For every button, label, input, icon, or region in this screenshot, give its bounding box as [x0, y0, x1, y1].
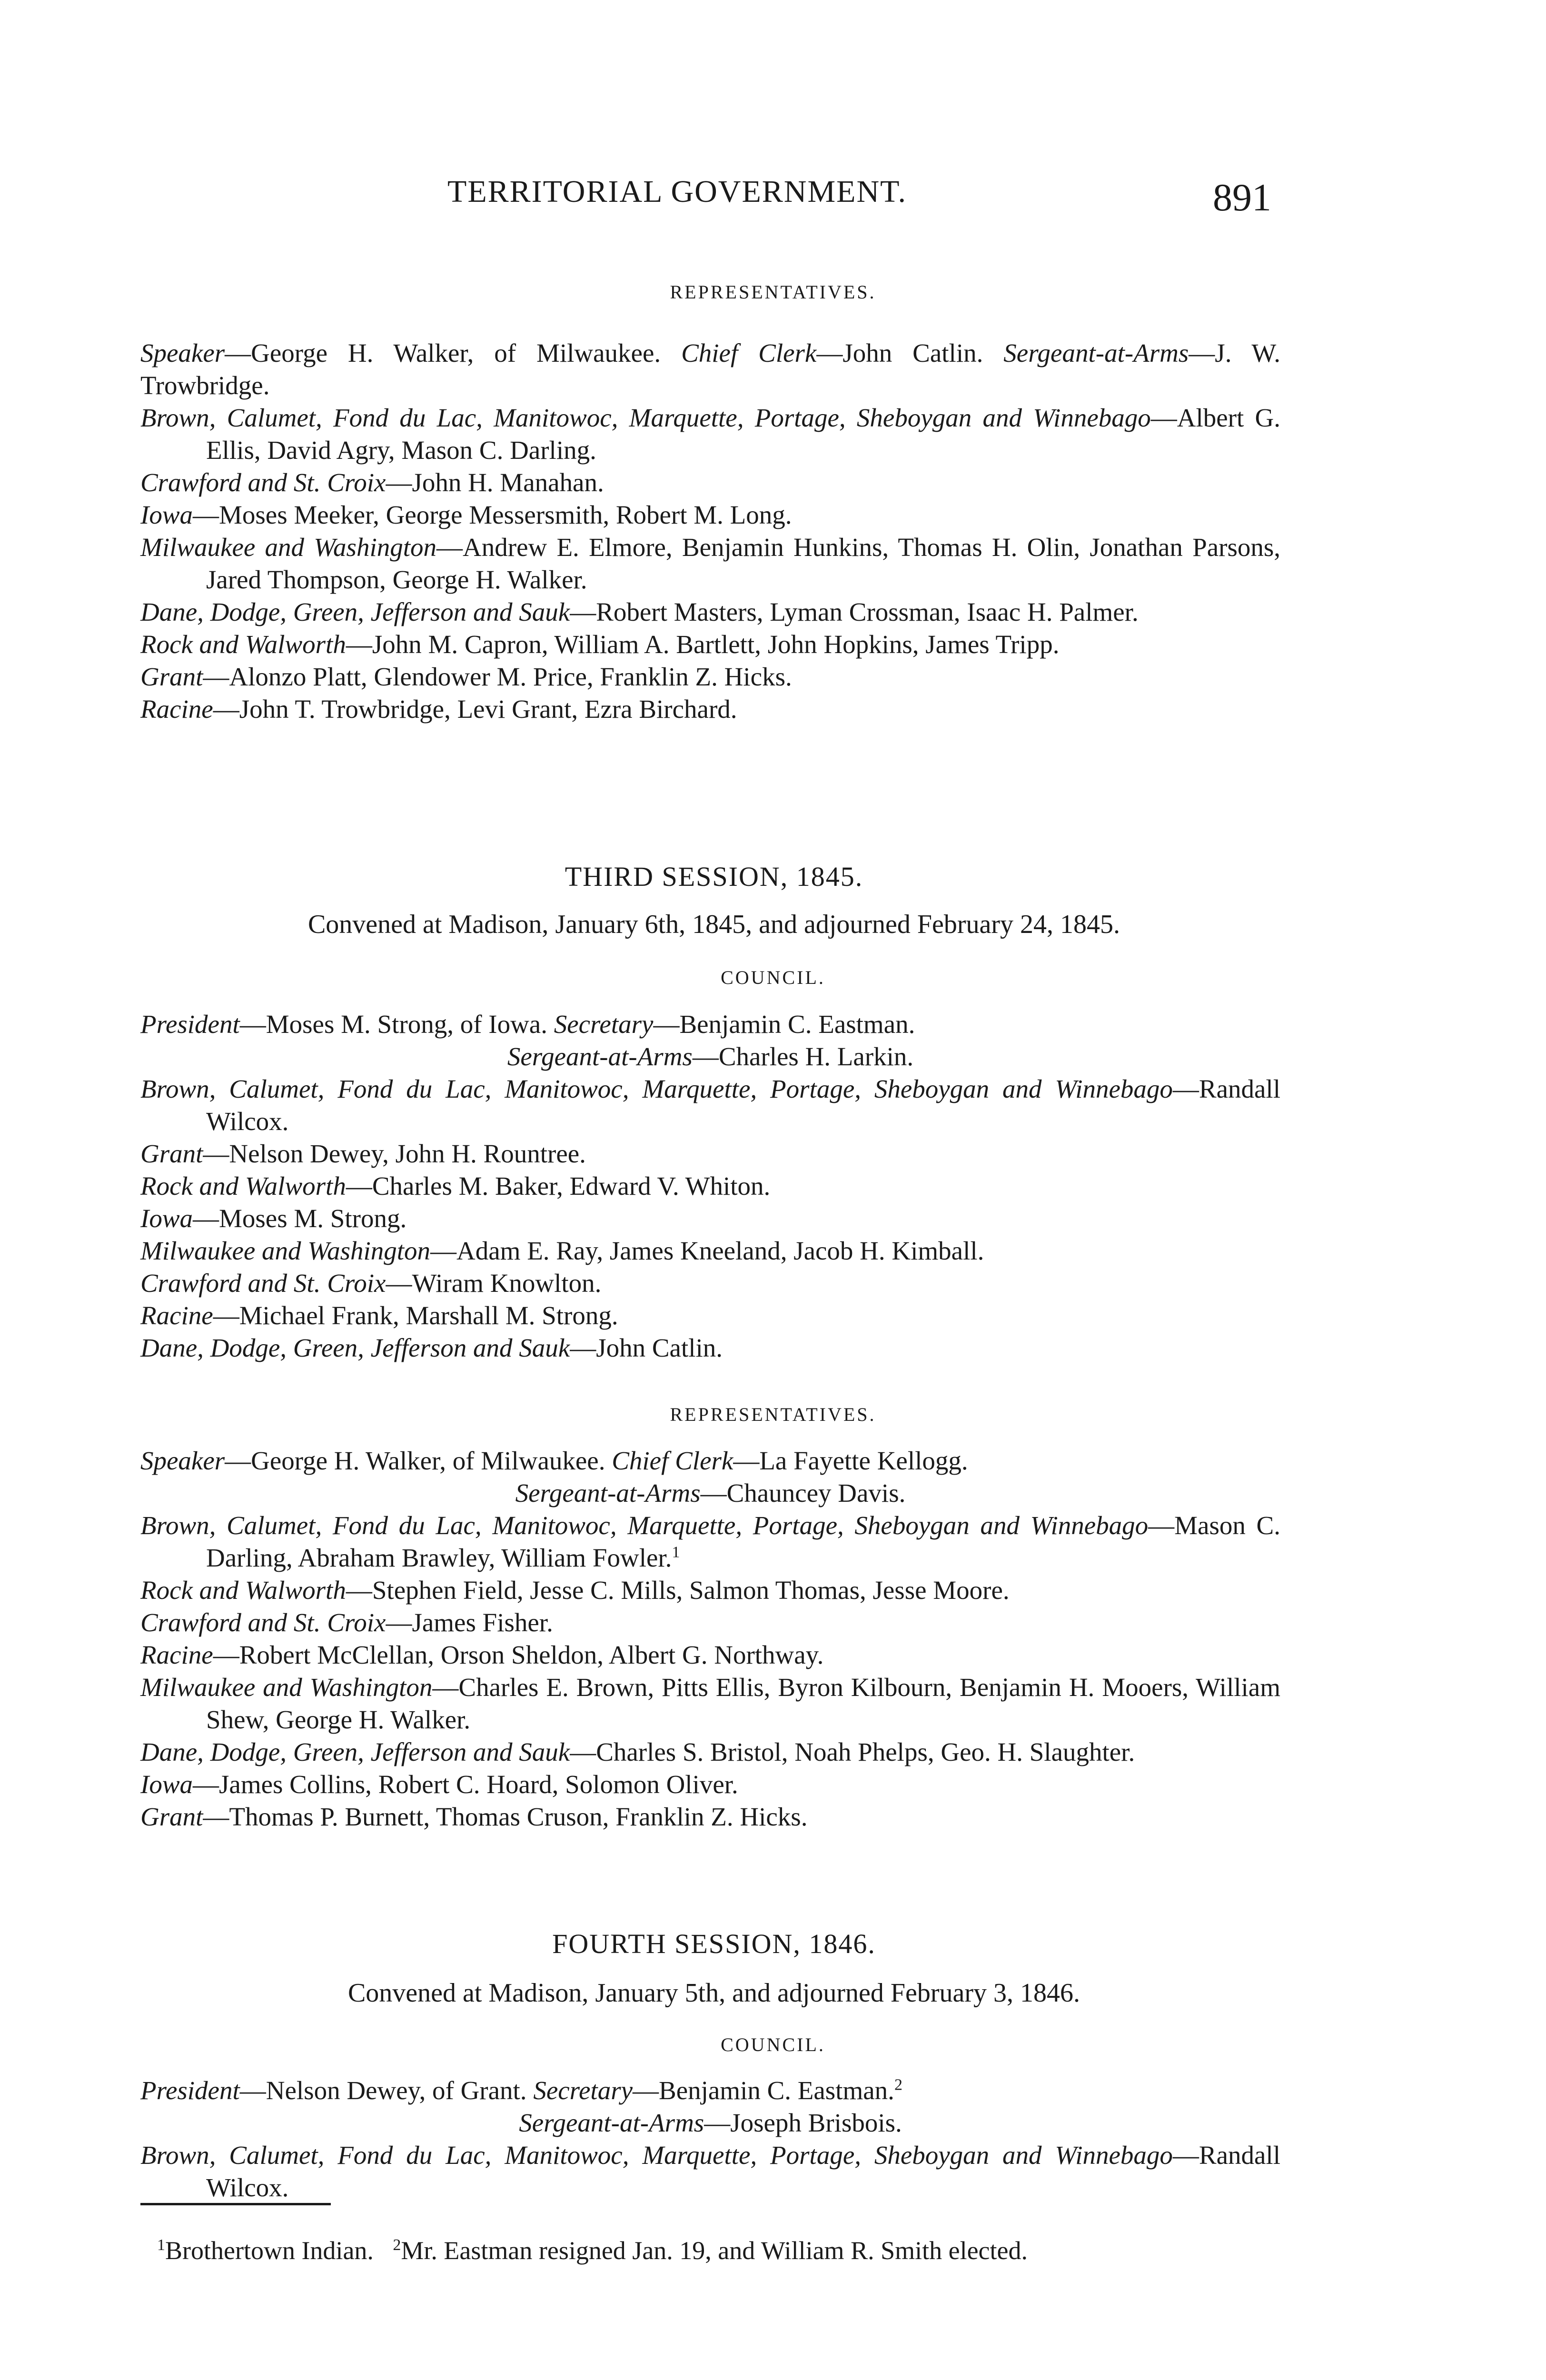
- footnote-ref: 2: [894, 2076, 902, 2094]
- district-entry: Rock and Walworth—John M. Capron, William A. Bartlett, John Hopkins, James Tripp.: [140, 630, 1060, 659]
- district-entry: Milwaukee and Washington—Charles E. Brown, Pitts Ellis, Byron Kilbourn, Benjamin H. Mooers, William Shew, George H. Walker.: [140, 1673, 1280, 1734]
- footnote-text: Mr. Eastman resigned Jan. 19, and William R. Smith elected.: [401, 2236, 1028, 2265]
- footnote-ref: 1: [672, 1543, 680, 1561]
- convened-third: Convened at Madison, January 6th, 1845, and adjourned February 24, 1845.: [307, 910, 1120, 939]
- district-entry: Crawford and St. Croix—John H. Manahan.: [140, 468, 604, 497]
- footnote-rule: [140, 2203, 331, 2205]
- district-entry: Brown, Calumet, Fond du Lac, Manitowoc, Marquette, Portage, Sheboygan and Winnebago—Randall Wilcox.: [140, 1074, 1280, 1136]
- officers-line: Speaker—George H. Walker, of Milwaukee. Chief Clerk—La Fayette Kellogg. Sergeant-at-Arms—Chauncey Davis.: [140, 1446, 968, 1507]
- district-entry: Brown, Calumet, Fond du Lac, Manitowoc, Marquette, Portage, Sheboygan and Winnebago—Mason C. Darling, Abraham Brawley, William Fowler.$^1$: [140, 1511, 1280, 1572]
- district-entry: Iowa—James Collins, Robert C. Hoard, Solomon Oliver.: [140, 1770, 738, 1799]
- district-entry: Grant—Thomas P. Burnett, Thomas Cruson, Franklin Z. Hicks.: [140, 1802, 808, 1831]
- district-entry: Iowa—Moses M. Strong.: [140, 1204, 407, 1233]
- officers-line: President—Moses M. Strong, of Iowa. Secretary—Benjamin C. Eastman. Sergeant-at-Arms—Charles H. Larkin.: [140, 1010, 915, 1071]
- representatives-list-third: [140, 1445, 1280, 1833]
- footnote-number: 1: [157, 2236, 165, 2254]
- footnote-text: Brothertown Indian.: [165, 2236, 374, 2265]
- district-entry: Brown, Calumet, Fond du Lac, Manitowoc, Marquette, Portage, Sheboygan and Winnebago—Albert G. Ellis, David Agry, Mason C. Darling.: [140, 403, 1280, 465]
- footnote-number: 2: [393, 2236, 401, 2254]
- district-entry: Racine—John T. Trowbridge, Levi Grant, Ezra Birchard.: [140, 694, 737, 724]
- district-entry: Dane, Dodge, Green, Jefferson and Sauk—John Catlin.: [140, 1333, 723, 1362]
- convened-fourth: Convened at Madison, January 5th, and adjourned February 3, 1846.: [347, 1978, 1080, 2008]
- district-entry: Grant—Nelson Dewey, John H. Rountree.: [140, 1139, 586, 1168]
- district-entry: Grant—Alonzo Platt, Glendower M. Price, Franklin Z. Hicks.: [140, 662, 792, 691]
- representatives-list-1: [140, 337, 1280, 725]
- officers-line: President—Nelson Dewey, of Grant. Secretary—Benjamin C. Eastman.$^2$ Sergeant-at-Arms—Joseph Brisbois.: [140, 2076, 902, 2137]
- district-entry: Dane, Dodge, Green, Jefferson and Sauk—Robert Masters, Lyman Crossman, Isaac H. Palmer.: [140, 597, 1139, 626]
- session-title-third: THIRD SESSION, 1845.: [565, 861, 863, 892]
- council-list-fourth: [140, 2074, 1280, 2204]
- session-title-fourth: FOURTH SESSION, 1846.: [552, 1928, 876, 1959]
- district-entry: Crawford and St. Croix—Wiram Knowlton.: [140, 1269, 602, 1298]
- district-entry: Milwaukee and Washington—Andrew E. Elmore, Benjamin Hunkins, Thomas H. Olin, Jonathan Parsons, Jared Thompson, George H. Walker.: [140, 533, 1280, 594]
- district-entry: Dane, Dodge, Green, Jefferson and Sauk—Charles S. Bristol, Noah Phelps, Geo. H. Slaughter.: [140, 1737, 1135, 1766]
- district-entry: Racine—Robert McClellan, Orson Sheldon, Albert G. Northway.: [140, 1640, 824, 1669]
- section-heading-representatives: REPRESENTATIVES.: [670, 281, 876, 303]
- district-entry: Rock and Walworth—Stephen Field, Jesse C. Mills, Salmon Thomas, Jesse Moore.: [140, 1576, 1010, 1605]
- council-list-third: [140, 1008, 1280, 1364]
- district-entry: Iowa—Moses Meeker, George Messersmith, Robert M. Long.: [140, 500, 792, 529]
- district-entry: Crawford and St. Croix—James Fisher.: [140, 1608, 553, 1637]
- district-entry: Brown, Calumet, Fond du Lac, Manitowoc, Marquette, Portage, Sheboygan and Winnebago—Randall Wilcox.: [140, 2141, 1280, 2202]
- section-heading-council: COUNCIL.: [721, 967, 825, 988]
- district-entry: Racine—Michael Frank, Marshall M. Strong.: [140, 1301, 618, 1330]
- footnotes: [157, 2232, 1280, 2269]
- officers-line: Speaker—George H. Walker, of Milwaukee. Chief Clerk—John Catlin. Sergeant-at-Arms—J. W. Trowbridge.: [140, 338, 1280, 400]
- section-heading-council: COUNCIL.: [721, 2034, 825, 2055]
- page-number: 891: [1213, 176, 1271, 219]
- section-heading-representatives: REPRESENTATIVES.: [670, 1404, 876, 1425]
- district-entry: Milwaukee and Washington—Adam E. Ray, James Kneeland, Jacob H. Kimball.: [140, 1236, 984, 1265]
- district-entry: Rock and Walworth—Charles M. Baker, Edward V. Whiton.: [140, 1171, 771, 1200]
- running-head: TERRITORIAL GOVERNMENT.: [447, 174, 907, 209]
